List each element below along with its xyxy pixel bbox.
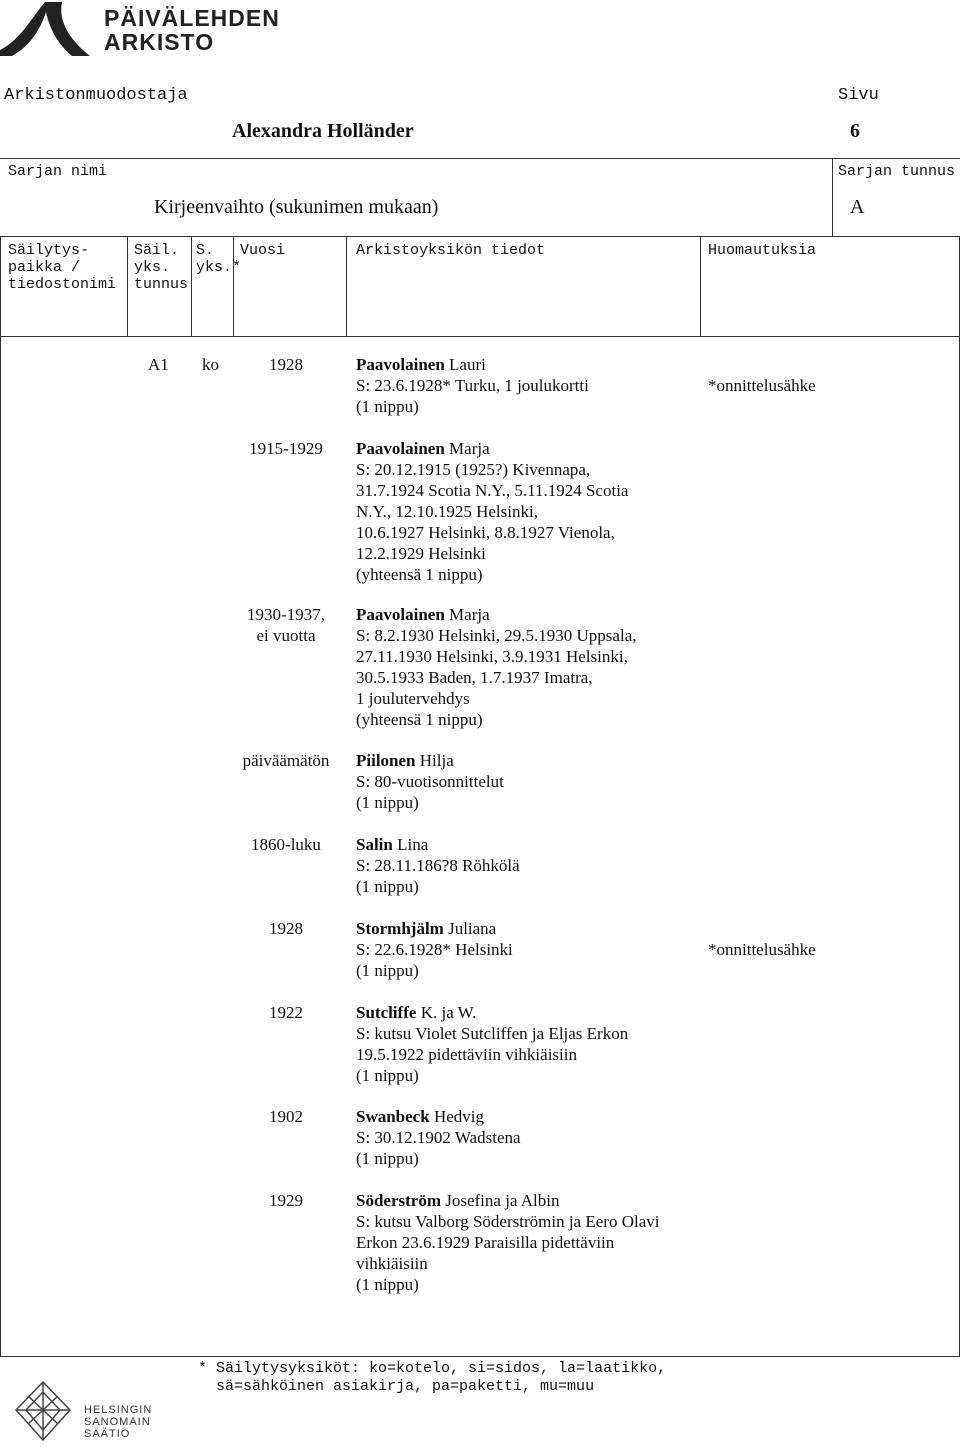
entry-detail-line: 31.7.1924 Scotia N.Y., 5.11.1924 Scotia [356,481,629,500]
entry-detail-line: N.Y., 12.10.1925 Helsinki, [356,502,538,521]
entry-detail-line: (1 nippu) [356,961,419,980]
correspondent-given-name: Juliana [448,919,497,938]
entry-detail-line: (yhteensä 1 nippu) [356,565,483,584]
year-cell [236,438,336,459]
col-header-location: Säilytys- paikka / tiedostonimi [8,242,117,293]
correspondent-name [356,438,701,459]
year-line: 1929 [269,1191,303,1210]
entry-detail-line: S: kutsu Valborg Söderströmin ja Eero Olavi [356,1212,660,1231]
creator-label: Arkistonmuodostaja [4,86,188,105]
logo-text [104,6,280,54]
year-cell [236,750,336,771]
entry-detail-line: S: 30.12.1902 Wadstena [356,1128,521,1147]
year-line: 1922 [269,1003,303,1022]
logo-line-2: ARKISTO [104,29,215,55]
col-header-notes: Huomautuksia [708,242,817,259]
correspondent-name [356,1106,701,1127]
correspondent-given-name: K. ja W. [420,1003,477,1022]
correspondent-given-name: Marja [449,605,490,624]
foundation-emblem-icon [8,1378,78,1444]
col-sep-4 [346,236,347,336]
creator-name: Alexandra Holländer [232,120,414,142]
entry-detail-line: 12.2.1929 Helsinki [356,544,486,563]
foundation-name: HELSINGIN SANOMAIN SÄÄTIÖ [84,1404,153,1440]
correspondent-given-name: Lauri [449,355,486,374]
helsingin-sanomain-saatio-logo [8,1378,168,1444]
entry-info-cell [356,834,701,897]
unit-type-cell: ko [202,355,219,374]
correspondent-name [356,354,701,375]
year-cell [236,354,336,375]
entry-detail-line: (1 nippu) [356,877,419,896]
year-cell [236,1106,336,1127]
entry-detail-line: S: 20.12.1915 (1925?) Kivennapa, [356,460,591,479]
entry-detail-line: Erkon 23.6.1929 Paraisilla pidettäviin [356,1233,615,1252]
entry-info-cell [356,1106,701,1169]
page-label: Sivu [838,86,879,105]
series-name: Kirjeenvaihto (sukunimen mukaan) [154,196,439,218]
table-left-border [0,236,1,1356]
paivalehden-arkisto-logo-icon [0,0,92,56]
series-divider [832,158,833,236]
correspondent-given-name: Lina [397,835,429,854]
entry-detail-line: S: kutsu Violet Sutcliffen ja Eljas Erkon [356,1024,629,1043]
correspondent-surname: Söderström [356,1191,441,1210]
series-id: A [850,196,865,218]
entry-detail-line: (1 nippu) [356,397,419,416]
entry-info-cell [356,1002,701,1086]
year-line: 1928 [269,355,303,374]
correspondent-surname: Paavolainen [356,355,445,374]
correspondent-surname: Paavolainen [356,605,445,624]
correspondent-surname: Swanbeck [356,1107,430,1126]
footnote-line-2: sä=sähköinen asiakirja, pa=paketti, mu=muu [198,1378,595,1395]
correspondent-given-name: Hedvig [433,1107,484,1126]
year-cell [236,604,336,646]
correspondent-surname: Sutcliffe [356,1003,417,1022]
entry-detail-line: 30.5.1933 Baden, 1.7.1937 Imatra, [356,668,593,687]
entry-detail-line: S: 23.6.1928* Turku, 1 joulukortti [356,376,589,395]
col-header-year: Vuosi [240,242,286,259]
entry-info-cell [356,604,701,730]
year-line: ei vuotta [256,626,316,645]
correspondent-name [356,1002,701,1023]
footnote [198,1360,666,1396]
entry-detail-line: S: 8.2.1930 Helsinki, 29.5.1930 Uppsala, [356,626,637,645]
col-header-info: Arkistoyksikön tiedot [356,242,546,259]
year-line: 1928 [269,919,303,938]
year-line: 1930-1937, [247,605,325,624]
col-sep-2 [191,236,192,336]
correspondent-name [356,1190,701,1211]
correspondent-given-name: Hilja [419,751,454,770]
entry-detail-line: (1 nippu) [356,793,419,812]
entry-detail-line: 27.11.1930 Helsinki, 3.9.1931 Helsinki, [356,647,628,666]
entry-detail-line: S: 22.6.1928* Helsinki [356,940,513,959]
page-number: 6 [850,120,860,142]
correspondent-surname: Stormhjälm [356,919,444,938]
year-cell [236,918,336,939]
note-cell: *onnittelusähke [708,940,816,959]
correspondent-surname: Paavolainen [356,439,445,458]
entry-info-cell [356,354,701,417]
year-cell [236,1002,336,1023]
year-line: 1860-luku [251,835,321,854]
entry-detail-line: (1 nippu) [356,1275,419,1294]
entry-detail-line: (1 nippu) [356,1149,419,1168]
logo-line-1: PÄIVÄLEHDEN [104,5,280,31]
correspondent-name [356,604,701,625]
divider-1 [0,158,960,159]
entry-detail-line: S: 28.11.186?8 Röhkölä [356,856,520,875]
correspondent-name [356,750,701,771]
year-cell [236,1190,336,1211]
series-name-label: Sarjan nimi [8,163,108,180]
entry-detail-line: 10.6.1927 Helsinki, 8.8.1927 Vienola, [356,523,615,542]
series-id-label: Sarjan tunnus [838,163,956,180]
table-top-line [0,236,960,237]
entry-detail-line: 1 joulutervehdys [356,689,470,708]
col-header-unit-id: Säil. yks. tunnus [134,242,189,293]
correspondent-surname: Salin [356,835,393,854]
entry-detail-line: S: 80-vuotisonnittelut [356,772,504,791]
note-cell: *onnittelusähke [708,376,816,395]
table-header-bottom-line [0,336,960,337]
correspondent-given-name: Marja [449,439,490,458]
correspondent-surname: Piilonen [356,751,416,770]
year-line: päiväämätön [242,751,330,770]
year-cell [236,834,336,855]
footnote-line-1: * Säilytysyksiköt: ko=kotelo, si=sidos, la=laatikko, [198,1360,667,1377]
entry-info-cell [356,750,701,813]
entry-info-cell [356,438,701,585]
entry-info-cell [356,1190,701,1295]
correspondent-name [356,834,701,855]
year-line: 1915-1929 [249,439,323,458]
col-header-unit-type: S. yks.* [196,242,242,276]
year-line: 1902 [269,1107,303,1126]
entry-detail-line: vihkiäisiin [356,1254,428,1273]
table-bottom-line [0,1356,960,1357]
entry-detail-line: (1 nippu) [356,1066,419,1085]
entry-info-cell [356,918,701,981]
unit-id-cell: A1 [148,355,169,374]
correspondent-given-name: Josefina ja Albin [445,1191,560,1210]
entry-detail-line: 19.5.1922 pidettäviin vihkiäisiin [356,1045,577,1064]
correspondent-name [356,918,701,939]
col-sep-5 [700,236,701,336]
col-sep-1 [127,236,128,336]
entry-detail-line: (yhteensä 1 nippu) [356,710,483,729]
